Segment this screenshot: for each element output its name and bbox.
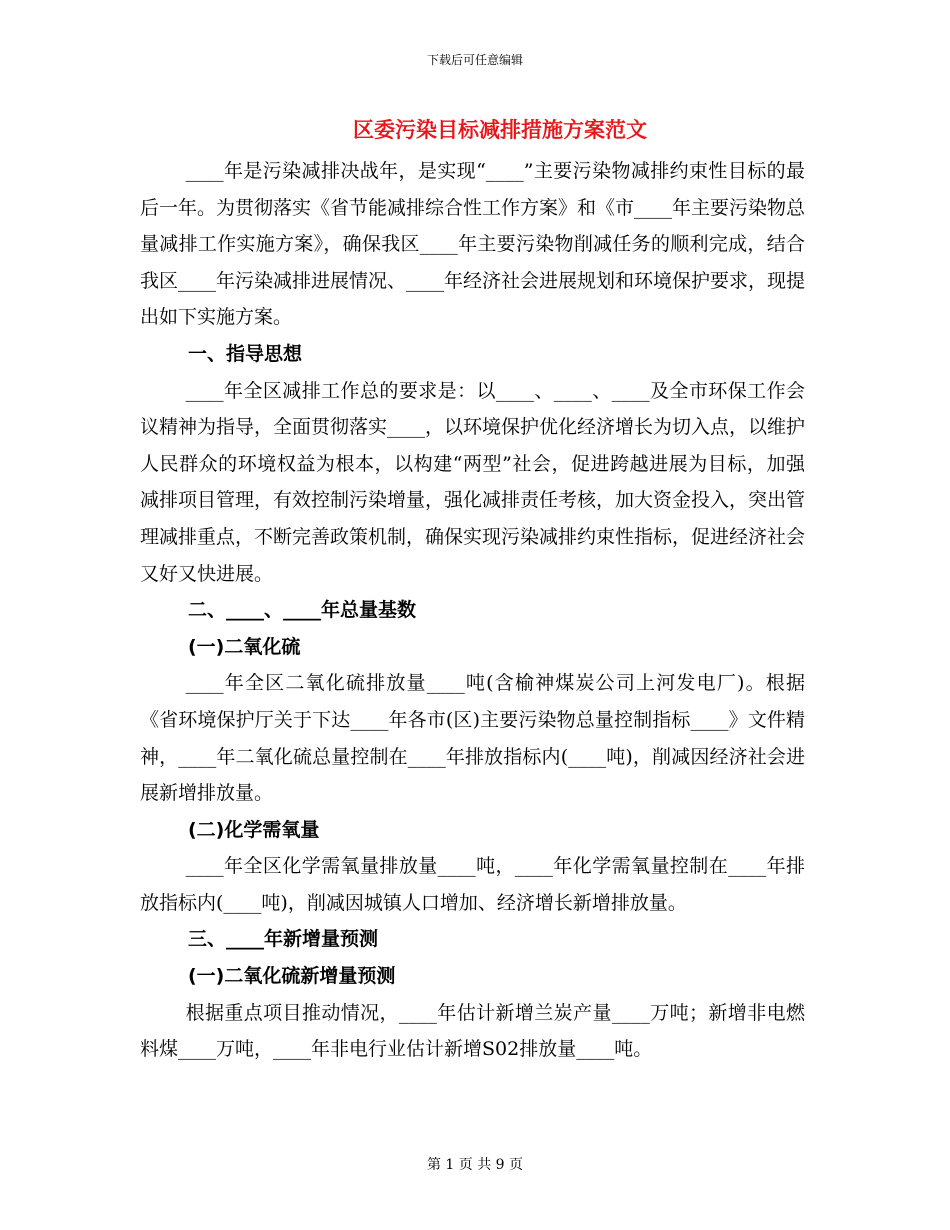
subheading-so2-increment: (一)二氧化硫新增量预测 [188, 965, 396, 988]
page-header-note: 下载后可任意编辑 [426, 53, 523, 67]
subheading-sulfur-dioxide: (一)二氧化硫 [188, 635, 301, 658]
section-heading-guiding-ideology: 一、指导思想 [188, 342, 303, 365]
document-title: 区委污染目标减排措施方案范文 [353, 118, 647, 142]
page-number: 第 1 页 共 9 页 [426, 1157, 524, 1173]
so2-increment-paragraph: 根据重点项目推动情况，____年估计新增兰炭产量____万吨；新增非电燃料煤____万吨，____年非电行业估计新增S02排放量____吨。 [140, 1001, 805, 1061]
sulfur-dioxide-paragraph: ____年全区二氧化硫排放量____吨(含榆神煤炭公司上河发电厂)。根据《省环境保护厅关于下达____年各市(区)主要污染物总量控制指标____》文件精神，____年二氧化硫总量控制在____年排放指标内(____吨)，削减因经济社会进展新增排放量。 [140, 672, 805, 805]
cod-paragraph: ____年全区化学需氧量排放量____吨，____年化学需氧量控制在____年排放指标内(____吨)，削减因城镇人口增加、经济增长新增排放量。 [140, 855, 805, 914]
section-heading-increment-forecast: 三、____年新增量预测 [188, 928, 379, 951]
guiding-ideology-paragraph: ____年全区减排工作总的要求是：以____、____、____及全市环保工作会议精神为指导，全面贯彻落实____，以环境保护优化经济增长为切入点，以维护人民群众的环境权益为根本，以构建“两型”社会，促进跨越进展为目标，加强减排项目管理，有效控制污染增量，强化减排责任考核，加大资金投入，突出管理减排重点，不断完善政策机制，确保实现污染减排约束性指标，促进经济社会又好又快进展。 [140, 379, 806, 585]
section-heading-total-base: 二、____、____年总量基数 [188, 599, 417, 622]
document-body [140, 153, 805, 1068]
subheading-cod: (二)化学需氧量 [188, 818, 320, 841]
intro-paragraph: ____年是污染减排决战年，是实现“____”主要污染物减排约束性目标的最后一年。为贯彻落实《省节能减排综合性工作方案》和《市____年主要污染物总量减排工作实施方案》，确保我区____年主要污染物削减任务的顺利完成，结合我区____年污染减排进展情况、____年经济社会进展规划和环境保护要求，现提出如下实施方案。 [140, 160, 806, 329]
